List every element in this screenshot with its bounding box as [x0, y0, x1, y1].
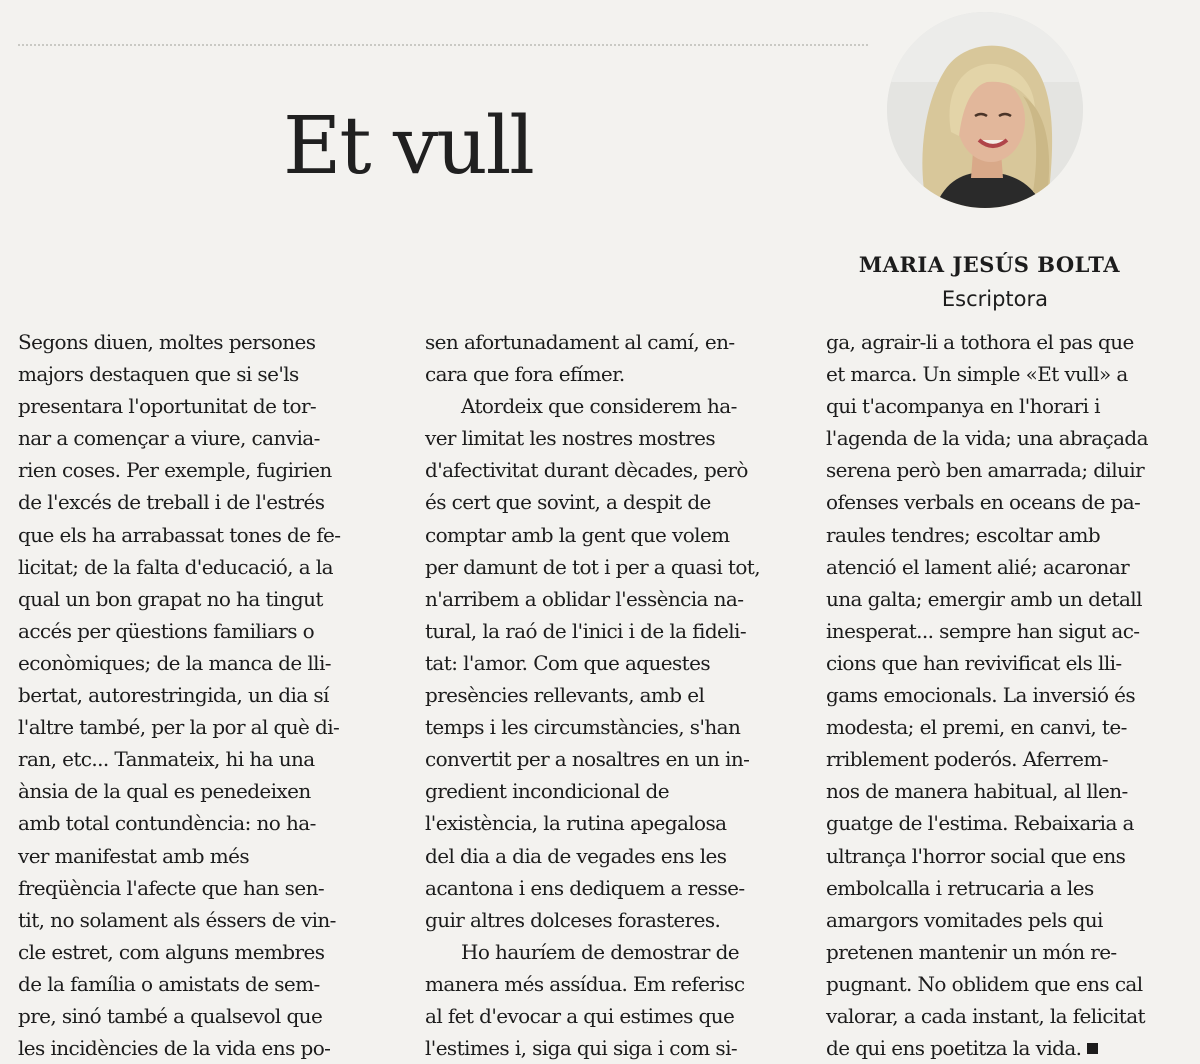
text-line: ran, etc... Tanmateix, hi ha una: [18, 747, 315, 772]
text-line: amargors vomitades pels qui: [826, 907, 1103, 932]
text-line: de qui ens poetitza la vida.: [826, 1032, 1196, 1064]
text-line: ultrança l'horror social que ens: [826, 843, 1126, 868]
text-line: manera més assídua. Em referisc: [425, 971, 745, 996]
text-line: ver manifestat amb més: [18, 843, 249, 868]
text-line: cions que han revivificat els lli-: [826, 650, 1122, 675]
top-dotted-rule: [18, 44, 868, 46]
text-line: convertit per a nosaltres en un in-: [425, 747, 750, 772]
text-line: bertat, autorestringida, un dia sí: [18, 683, 329, 708]
text-line: ga, agrair-li a tothora el pas que: [826, 330, 1134, 354]
text-line: freqüència l'afecte que han sen-: [18, 875, 325, 900]
text-line: cle estret, com alguns membres: [18, 939, 325, 964]
text-line: és cert que sovint, a despit de: [425, 490, 711, 515]
text-line: raules tendres; escoltar amb: [826, 522, 1101, 547]
text-line: Atordeix que considerem ha-: [461, 394, 737, 419]
text-line: Segons diuen, moltes persones: [18, 330, 316, 354]
text-line: de la família o amistats de sem-: [18, 971, 320, 996]
text-line: modesta; el premi, en canvi, te-: [826, 715, 1127, 740]
text-line: guir altres dolceses forasteres.: [425, 907, 721, 932]
text-line: rriblement poderós. Aferrem-: [826, 747, 1108, 772]
text-line: nos de manera habitual, al llen-: [826, 779, 1128, 804]
text-line: que els ha arrabassat tones de fe-: [18, 522, 341, 547]
text-line: n'arribem a oblidar l'essència na-: [425, 586, 744, 611]
text-line: nar a començar a viure, canvia-: [18, 426, 320, 451]
text-line: inesperat... sempre han sigut ac-: [826, 618, 1140, 643]
author-role: Escriptora: [941, 287, 1048, 311]
text-line: comptar amb la gent que volem: [425, 522, 730, 547]
author-photo: [887, 12, 1083, 208]
text-line: qual un bon grapat no ha tingut: [18, 586, 323, 611]
text-line: serena però ben amarrada; diluir: [826, 458, 1145, 483]
text-line: qui t'acompanya en l'horari i: [826, 394, 1100, 419]
text-line: gredient incondicional de: [425, 779, 669, 804]
text-line: cara que fora efímer.: [425, 362, 625, 387]
text-line: presentara l'oportunitat de tor-: [18, 394, 317, 419]
text-line: pretenen mantenir un món re-: [826, 939, 1117, 964]
text-line: tat: l'amor. Com que aquestes: [425, 650, 710, 675]
text-line: una galta; emergir amb un detall: [826, 586, 1142, 611]
text-line: pre, sinó també a qualsevol que: [18, 1003, 323, 1028]
text-line: l'existència, la rutina apegalosa: [425, 811, 727, 836]
text-line: l'altre també, per la por al què di-: [18, 715, 340, 740]
text-line: de l'excés de treball i de l'estrés: [18, 490, 325, 515]
end-of-article-mark: [1087, 1043, 1098, 1054]
text-line: embolcalla i retrucaria a les: [826, 875, 1094, 900]
text-line: rien coses. Per exemple, fugirien: [18, 458, 332, 483]
text-line: les incidències de la vida ens po-: [18, 1036, 331, 1061]
text-line: presències rellevants, amb el: [425, 683, 705, 708]
article-headline: Et vull: [283, 99, 533, 192]
text-line: majors destaquen que si se'ls: [18, 362, 299, 387]
text-line: acantona i ens dediquem a resse-: [425, 875, 745, 900]
text-line: ànsia de la qual es penedeixen: [18, 779, 311, 804]
text-line: per damunt de tot i per a quasi tot,: [425, 554, 760, 579]
text-line: ver limitat les nostres mostres: [425, 426, 716, 451]
text-line: l'estimes i, siga qui siga i com si-: [425, 1036, 738, 1061]
text-line: valorar, a cada instant, la felicitat: [826, 1003, 1145, 1028]
text-line: pugnant. No oblidem que ens cal: [826, 971, 1143, 996]
text-line: guatge de l'estima. Rebaixaria a: [826, 811, 1134, 836]
author-name: MARIA JESÚS BOLTA: [858, 252, 1120, 277]
text-line: gams emocionals. La inversió és: [826, 683, 1136, 708]
article-column-1: [18, 326, 394, 1064]
article-column-2: [425, 326, 801, 1064]
text-line: Ho hauríem de demostrar de: [461, 939, 740, 964]
text-line: accés per qüestions familiars o: [18, 618, 315, 643]
text-line: l'agenda de la vida; una abraçada: [826, 426, 1148, 451]
text-line: tural, la raó de l'inici i de la fideli-: [425, 618, 747, 643]
text-line: econòmiques; de la manca de lli-: [18, 650, 331, 675]
text-line: tit, no solament als éssers de vin-: [18, 907, 336, 932]
article-column-3: [826, 326, 1196, 1064]
text-line: licitat; de la falta d'educació, a la: [18, 554, 333, 579]
text-line: d'afectivitat durant dècades, però: [425, 458, 748, 483]
text-line: amb total contundència: no ha-: [18, 811, 316, 836]
text-line: del dia a dia de vegades ens les: [425, 843, 727, 868]
text-line: et marca. Un simple «Et vull» a: [826, 362, 1128, 387]
text-line: ofenses verbals en oceans de pa-: [826, 490, 1141, 515]
text-line: al fet d'evocar a qui estimes que: [425, 1003, 735, 1028]
text-line: temps i les circumstàncies, s'han: [425, 715, 741, 740]
text-line: sen afortunadament al camí, en-: [425, 330, 735, 354]
text-line: atenció el lament alié; acaronar: [826, 554, 1130, 579]
